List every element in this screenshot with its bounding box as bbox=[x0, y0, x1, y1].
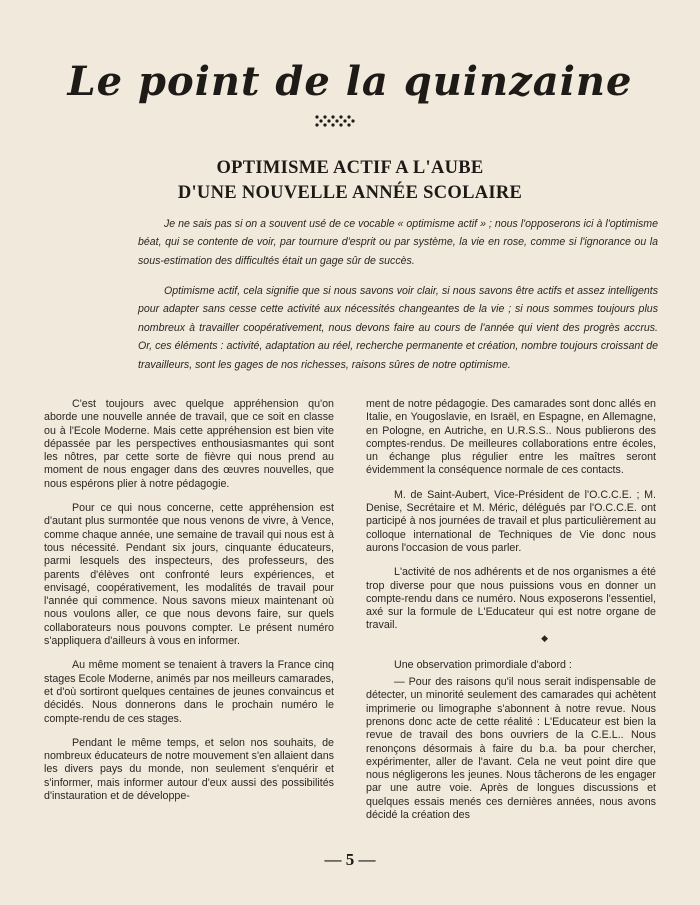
page-number: — 5 — bbox=[324, 850, 376, 869]
body-paragraph: — Pour des raisons qu'il nous serait indispensable de détecter, un minorité seulement des camarades qui achètent imprimerie ou limographe s'abonnent à notre revue. Nous prenons donc acte de cette réalité : L'Educateur est bien la revue de travail des bons ouvriers de la C.E.L.. Nous renonçons désormais à faire du b.a. ba pour chercher, expérimenter, aller de l'avant. Cela ne veut point dire que nous négligerons les jeunes. Nous tâcherons de les engager par une autre voie. Après de longues discussions et quelques essais menés ces dernières années, nous avons décidé la création des bbox=[366, 676, 656, 822]
section-masthead: Le point de la quinzaine bbox=[67, 58, 633, 105]
body-paragraph: Une observation primordiale d'abord : bbox=[394, 658, 572, 671]
intro-paragraph: Je ne sais pas si on a souvent usé de ce vocable « optimisme actif » ; nous l'opposerons ici à l'optimisme béat, qui se contente de voir, par tournure d'esprit ou par système, la vie en rose, comme si l'ignorance ou la sous-estimation des difficultés était un gage sûr de succès. bbox=[138, 218, 658, 267]
body-paragraph: Pour ce qui nous concerne, cette appréhension est d'autant plus surmontée que nous venons de vivre, à Vence, comme chaque année, une semaine de travail qui nous est à tous nécessité. Pendant six jours, cinquante éducateurs, parmi lesquels des inspecteurs, des professeurs, des parents d'élèves ont confronté leurs expériences, et envisagé, coopérativement, les modalités de travail pour l'année qui commence. Nous savons mieux maintenant où nous voulons aller, ce que nous devons faire, sur quels collaborateurs nous pouvons compter. Le présent numéro s'appliquera d'ailleurs à vous en informer. bbox=[44, 502, 334, 648]
body-paragraph: Au même moment se tenaient à travers la France cinq stages Ecole Moderne, animés par nos meilleurs camarades, et d'où sortiront quelques centaines de jeunes convaincus et décidés. Nous donnerons dans le prochain numéro le compte-rendu de ces stages. bbox=[44, 659, 334, 725]
body-paragraph: L'activité de nos adhérents et de nos organismes a été trop diverse pour que nous puissions vous en donner un compte-rendu dans ce numéro. Nous exposerons l'essentiel, axé sur la formule de L'Educateur qui est notre organe de travail. bbox=[366, 566, 656, 632]
left-column bbox=[44, 398, 334, 814]
right-column bbox=[366, 398, 656, 833]
body-paragraph: Pendant le même temps, et selon nos souhaits, de nombreux éducateurs de notre mouvement s'en allaient dans les divers pays du monde, non seulement s'enquérir et s'informer, mais informer autour d'eux aussi des possibilités d'instauration et de développe- bbox=[44, 736, 334, 803]
ornament-icon bbox=[313, 114, 355, 128]
body-paragraph: M. de Saint-Aubert, Vice-Président de l'O.C.C.E. ; M. Denise, Secrétaire et M. Méric, délégués par l'O.C.C.E. ont participé à nos journées de travail et plus particulièrement au colloque international de Techniques de Vie donc nous aurons l'occasion de vous parler. bbox=[366, 488, 656, 554]
body-paragraph: C'est toujours avec quelque appréhension qu'on aborde une nouvelle année de travail, que ce soit en classe ou à l'Ecole Moderne. Mais cette appréhension est bien vite dépassée par les perspectives enthousiasmantes qui sont les nôtres, par cette sorte de fièvre qui nous prend au moment de nous engager dans des œuvres nouvelles, que nous espérons plier à notre pédagogie. bbox=[44, 398, 334, 490]
body-paragraph: ment de notre pédagogie. Des camarades sont donc allés en Italie, en Yougoslavie, en Israël, en Espagne, en Allemagne, en Pologne, en Autriche, en U.R.S.S.. Nous publierons des comptes-rendus. De meilleures collaborations entre écoles, un échange plus régulier entre les maîtres seront évidemment la conséquence normale de ces contacts. bbox=[366, 398, 656, 477]
article-title-line-1: OPTIMISME ACTIF A L'AUBE bbox=[216, 158, 484, 178]
article-title-line-2: D'UNE NOUVELLE ANNÉE SCOLAIRE bbox=[177, 183, 523, 203]
intro-paragraph: Optimisme actif, cela signifie que si nous savons voir clair, si nous savons être actifs et assez intelligents pour adapter sans cesse cette activité aux nécessités changeantes de la vie ; si nous sommes toujours plus nombreux à travailler coopérativement, nous devons faire au cours de l'année qui vient des progrès accrus. Or, ces éléments : activité, adaptation au réel, recherche permanente et création, nombre toujours croissant de travailleurs, sont les gages de nos richesses, raisons sûres de notre optimisme. bbox=[138, 285, 658, 371]
separator-icon: ◆ bbox=[541, 632, 548, 643]
